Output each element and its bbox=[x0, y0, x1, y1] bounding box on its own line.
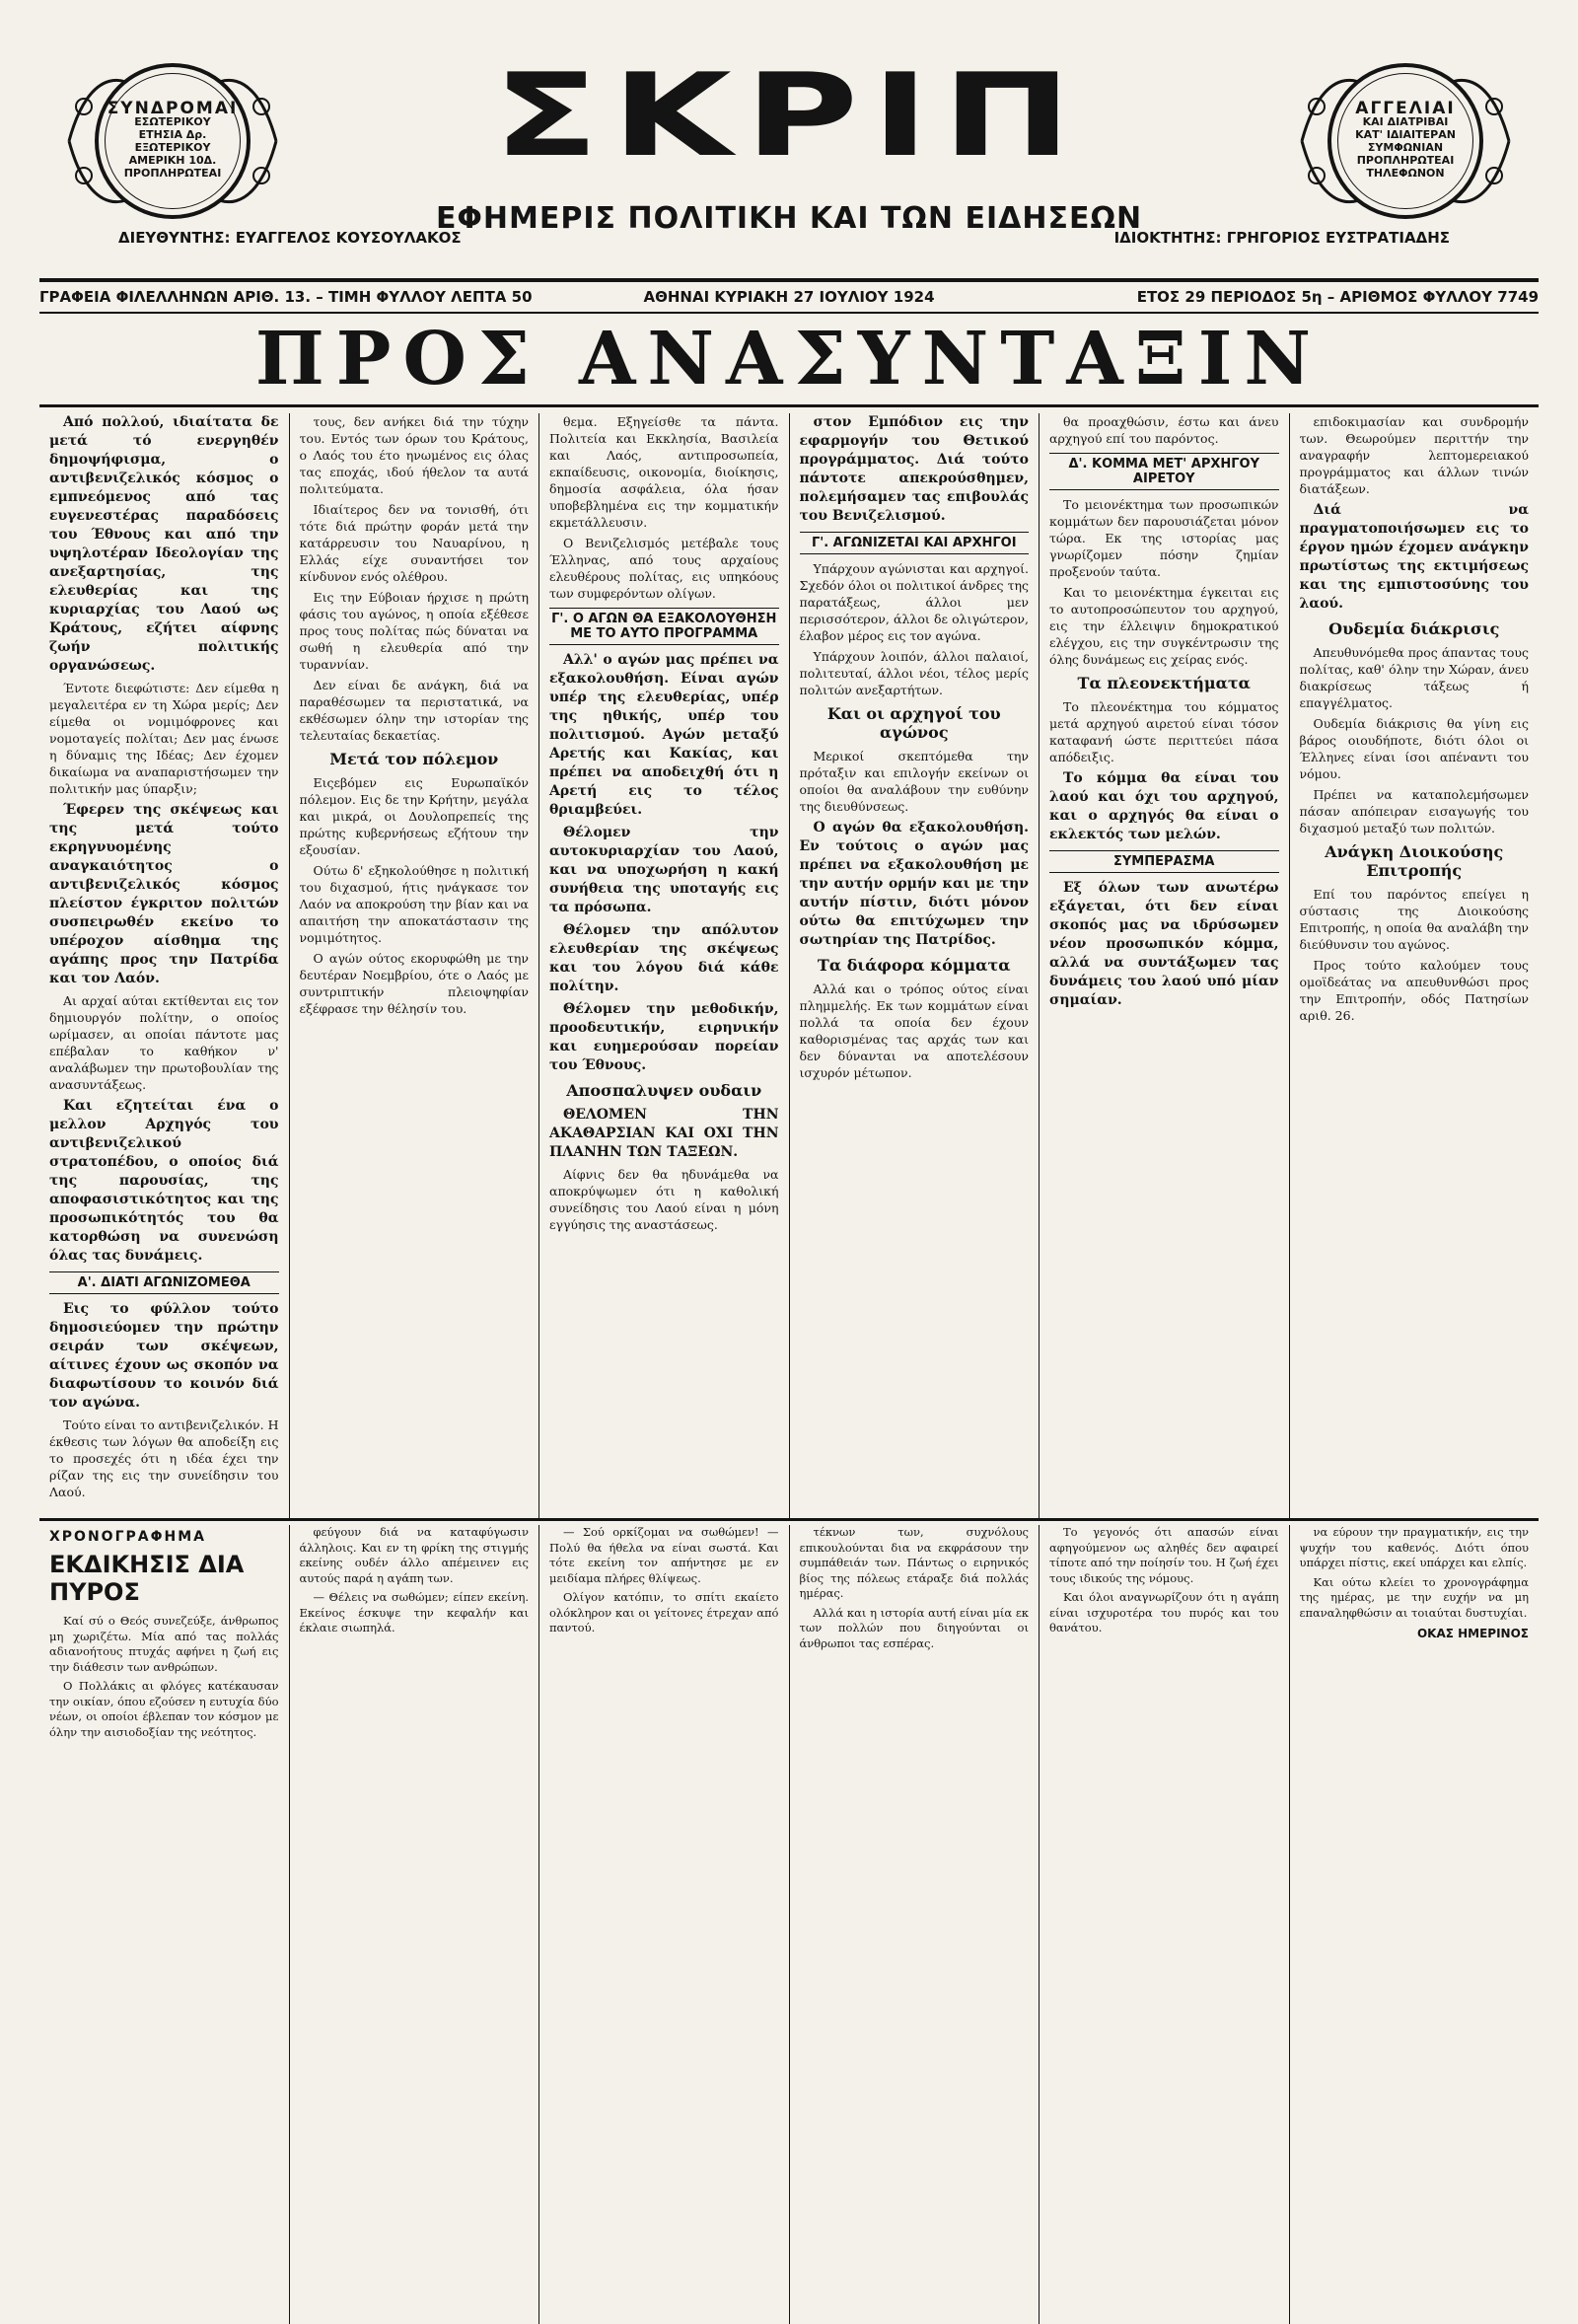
paragraph: Και ούτω κλείει το χρονογράφημα της ημέρας, με την ευχήν να μη επαναληφθώσιν αι τοιαύται δυστυχίαι. bbox=[1299, 1574, 1529, 1620]
seal-line: ΠΡΟΠΛΗΡΩΤΕΑΙ bbox=[1356, 154, 1455, 167]
subheading: Αποσπαλυψεν ουδαιν bbox=[566, 1081, 762, 1100]
paragraph: Και όλοι αναγνωρίζουν ότι η αγάπη είναι ισχυροτέρα του πυρός και του θανάτου. bbox=[1049, 1590, 1279, 1634]
paragraph: θα προαχθώσιν, έστω και άνευ αρχηγού επί του παρόντος. bbox=[1049, 414, 1279, 446]
info-bar bbox=[39, 278, 1539, 314]
author-signature: ΟΚΑΣ ΗΜΕΡΙΝΟΣ bbox=[1416, 1627, 1529, 1640]
section-heading: ΣΥΜΠΕΡΑΣΜΑ bbox=[1049, 850, 1279, 873]
paragraph: Θέλομεν την απόλυτον ελευθερίαν της σκέψεως και του λόγου διά κάθε πολίτην. bbox=[549, 922, 779, 994]
seal-line: ΚΑΤ' ΙΔΙΑΙΤΕΡΑΝ bbox=[1355, 128, 1456, 141]
seal-line: ΚΑΙ ΔΙΑΤΡΙΒΑΙ bbox=[1362, 115, 1449, 128]
paragraph: Ουδεμία διάκρισις θα γίνη εις βάρος οιουδήποτε, διότι όλοι οι Έλληνες είναι ίσοι απέναντι του νόμου. bbox=[1299, 716, 1529, 781]
subheading: Μετά τον πόλεμον bbox=[329, 750, 499, 768]
paragraph: Εξ όλων των ανωτέρω εξάγεται, ότι δεν είναι σκοπός μας να ιδρύσωμεν νέον προσωπικόν κόμμα, αλλά να συντάξωμεν τας δυνάμεις του λαού υπό μίαν σημαίαν. bbox=[1049, 880, 1279, 1008]
section-heading: Γ'. ΑΓΩΝΙΖΕΤΑΙ ΚΑΙ ΑΡΧΗΓΟΙ bbox=[800, 532, 1030, 554]
paragraph: Υπάρχουν αγώνισται και αρχηγοί. Σχεδόν όλοι οι πολιτικοί άνδρες της παρατάξεως, άλλοι μεν περισσότερον, άλλοι δε ολιγώτερον, έλαβον μέρος εις τον αγώνα. bbox=[799, 561, 1029, 643]
chronography-column-2 bbox=[290, 1525, 540, 2324]
owner-credit: ΙΔΙΟΚΤΗΤΗΣ: ΓΡΗΓΟΡΙΟΣ ΕΥΣΤΡΑΤΙΑΔΗΣ bbox=[1113, 229, 1450, 247]
paragraph: επιδοκιμασίαν και συνδρομήν των. Θεωρούμεν περιττήν την αναγραφήν λεπτομερειακού προγράμματος και άλλων τινών διατάξεων. bbox=[1299, 414, 1529, 496]
seal-line: ΠΡΟΠΛΗΡΩΤΕΑΙ bbox=[123, 167, 222, 180]
paragraph: Το κόμμα θα είναι του λαού και όχι του αρχηγού, και ο αρχηγός θα είναι ο εκλεκτός των μελών. bbox=[1049, 770, 1279, 842]
newspaper-logo: ΣΚΡΙΠ bbox=[493, 49, 1085, 182]
paragraph: Ο αγών θα εξακολουθήση. Εν τούτοις ο αγών μας πρέπει να εξακολουθήση με την αυτήν ορμήν και με την αυτήν πίστιν, διότι μόνον ούτω θα επιτύχωμεν την σωτηρίαν της Πατρίδος. bbox=[799, 820, 1029, 948]
paragraph: ΘΕΛΟΜΕΝ ΤΗΝ ΑΚΑΘΑΡΣΙΑΝ ΚΑΙ ΟΧΙ ΤΗΝ ΠΛΑΝΗΝ ΤΩΝ ΤΑΞΕΩΝ. bbox=[549, 1107, 779, 1160]
section-heading: Α'. ΔΙΑΤΙ ΑΓΩΝΙΖΟΜΕΘΑ bbox=[49, 1271, 279, 1294]
paragraph: Πρέπει να καταπολεμήσωμεν πάσαν απόπειραν εισαγωγής του διχασμού μεταξύ των πολιτών. bbox=[1299, 787, 1529, 835]
chronography-section bbox=[39, 1525, 1539, 2324]
right-seal bbox=[1327, 63, 1483, 219]
paragraph: Το πλεονέκτημα του κόμματος μετά αρχηγού αιρετού είναι τόσον καταφανή ώστε περιττεύει πάσα απόδειξις. bbox=[1049, 699, 1279, 764]
seal-line: ΑΜΕΡΙΚΗ 10Δ. bbox=[128, 154, 217, 167]
paragraph: Από πολλού, ιδιαίτατα δε μετά τό ενεργηθέν δημοψήφισμα, ο αντιβενιζελικός κόσμος ο εμπνεόμενος από τας ευγενεστέρας παραδόσεις του Έθνους και από την υψηλοτέραν Ιδεολογίαν της ανεξαρτησίας, της ελευθερίας και της κυριαρχίας του Λαού ως Κράτους, εζήτει αίφνης ζωήν πολιτικής οργανώσεως. bbox=[49, 414, 279, 674]
article-column-5 bbox=[1040, 413, 1290, 1518]
paragraph: Ο Πολλάκις αι φλόγες κατέκαυσαν την οικίαν, όπου εζούσεν η ευτυχία δύο νέων, οι οποίοι έβλεπαν τον κόσμον με όλην την αισιοδοξίαν της νεότητος. bbox=[49, 1679, 279, 1739]
issue-number: ΕΤΟΣ 29 ΠΕΡΙΟΔΟΣ 5η – ΑΡΙΘΜΟΣ ΦΥΛΛΟΥ 7749 bbox=[1136, 288, 1540, 306]
paragraph: τέκνων των, συχνόλους επικουλούνται δια να εκφράσουν την συμπάθειάν των. Πάντως ο ειρηνικός βίος της πόλεως ετάραξε διά πολλάς ημέρας. bbox=[799, 1525, 1029, 1600]
paragraph: Ολίγον κατόπιν, το σπίτι εκαίετο ολόκληρον και οι γείτονες έτρεχαν από παντού. bbox=[549, 1590, 779, 1634]
paragraph: στον Εμπόδιον εις την εφαρμογήν του Θετικού προγράμματος. Διά τούτο πάντοτε απεκρούσθημεν, πολεμήσαμεν τας επιβουλάς του Βενιζελισμού. bbox=[799, 414, 1029, 524]
chronography-column-5 bbox=[1040, 1525, 1290, 2324]
paragraph: Αι αρχαί αύται εκτίθενται εις τον δημιουργόν πολίτην, ο οποίος ωρίμασεν, αι οποίαι πάντοτε μας επέβαλαν το καθήκον ν' αναλάβωμεν την πρωτοβουλίαν της ανασυντάξεως. bbox=[49, 993, 279, 1092]
paragraph: Ο αγών ούτος εκορυφώθη με την δευτέραν Νοεμβρίου, ότε ο Λαός με συντριπτικήν πλειοψηφίαν εξέφρασε την θέλησίν του. bbox=[299, 951, 529, 1016]
seal-line: ΣΥΜΦΩΝΙΑΝ bbox=[1367, 141, 1444, 154]
article-column-1 bbox=[39, 413, 290, 1518]
article-column-3 bbox=[539, 413, 790, 1518]
office-price: ΓΡΑΦΕΙΑ ΦΙΛΕΛΛΗΝΩΝ ΑΡΙΘ. 13. – ΤΙΜΗ ΦΥΛΛΟΥ ΛΕΠΤΑ 50 bbox=[39, 288, 533, 306]
paragraph: Αίφνις δεν θα ηδυνάμεθα να αποκρύψωμεν ότι η καθολική συνείδησις του Λαού είναι η μόνη εγγύησις της αναστάσεως. bbox=[549, 1167, 779, 1232]
subheading: Ουδεμία διάκρισις bbox=[1328, 619, 1500, 638]
paragraph: Υπάρχουν λοιπόν, άλλοι παλαιοί, πολιτευταί, άλλοι νέοι, τέλος μερίς πολιτών ανεξαρτήτων. bbox=[799, 649, 1029, 697]
seal-line: ΕΣΩΤΕΡΙΚΟΥ bbox=[134, 115, 211, 128]
advertisements-seal bbox=[1292, 47, 1519, 235]
paragraph: Εις το φύλλον τούτο δημοσιεύομεν την πρώτην σειράν των σκέψεων, αίτινες έχουν ως σκοπόν να διαφωτίσουν το κοινόν διά τον αγώνα. bbox=[49, 1301, 279, 1411]
paragraph: Εις την Εύβοιαν ήρχισε η πρώτη φάσις του αγώνος, η οποία εξέθεσε προς τους πολίτας πώς δύναται να σωθή η ελευθερία από την τυραννίαν. bbox=[299, 590, 529, 672]
paragraph: θεμα. Εξηγείσθε τα πάντα. Πολιτεία και Εκκλησία, Βασιλεία και Λαός, αντιπροσωπεία, εκπαίδευσις, οικονομία, διοίκησις, δημοσία ασφάλεια, όλα ήσαν υποβεβλημένα εις την κομματικήν εκμετάλλευσιν. bbox=[549, 414, 779, 530]
paragraph: — Θέλεις να σωθώμεν; είπεν εκείνη. Εκείνος έσκυψε την κεφαλήν και έκλαιε σιωπηλά. bbox=[299, 1590, 529, 1634]
issue-date: ΑΘΗΝΑΙ ΚΥΡΙΑΚΗ 27 ΙΟΥΛΙΟΥ 1924 bbox=[643, 288, 935, 306]
article-columns bbox=[39, 413, 1539, 1521]
paragraph: Διά να πραγματοποιήσωμεν εις το έργον ημών έχομεν ανάγκην πρωτίστως της εκτιμήσεως και της εμπιστοσύνης του λαού. bbox=[1299, 502, 1529, 612]
paragraph: Το μειονέκτημα των προσωπικών κομμάτων δεν παρουσιάζεται μόνον τώρα. Εκ της ιστορίας μας γνωρίζομεν πόσην ζημίαν προξενούν ταύτα. bbox=[1049, 497, 1279, 579]
paragraph: Και το μειονέκτημα έγκειται εις το αυτοπροσώπευτον του αρχηγού, εις την έλλειψιν δημοκρατικού ελέγχου, εις την συγκέντρωσιν της όλης δυνάμεως εις χείρας ενός. bbox=[1049, 585, 1279, 667]
paragraph: Καί σύ ο Θεός συνεζεύξε, άνθρωπος μη χωριζέτω. Μία από τας πολλάς αδιανοήτους πτυχάς αφήνει η ζωή εις την διάθεσιν των ανθρώπων. bbox=[49, 1614, 279, 1674]
main-headline: ΠΡΟΣ ΑΝΑΣΥΝΤΑΞΙΝ bbox=[39, 314, 1539, 407]
paragraph: Ο Βενιζελισμός μετέβαλε τους Έλληνας, από τους αρχαίους ελευθέρους πολίτας, εις υπηκόους των συμφερόντων ολίγων. bbox=[549, 536, 779, 601]
paragraph: Επί του παρόντος επείγει η σύστασις της Διοικούσης Επιτροπής, η οποία θα αναλάβη την διεύθυνσιν του αγώνος. bbox=[1299, 887, 1529, 952]
paragraph: Τούτο είναι το αντιβενιζελικόν. Η έκθεσις των λόγων θα αποδείξη εις το προσεχές ότι η ιδέα έχει την ρίζαν της εις την συνείδησιν του Λαού. bbox=[49, 1417, 279, 1499]
chronography-column-6 bbox=[1290, 1525, 1540, 2324]
section-heading: Γ'. Ο ΑΓΩΝ ΘΑ ΕΞΑΚΟΛΟΥΘΗΣΗ ΜΕ ΤΟ ΑΥΤΟ ΠΡΟΓΡΑΜΜΑ bbox=[549, 608, 779, 645]
chronography-column-4 bbox=[790, 1525, 1040, 2324]
subheading: Τα πλεονεκτήματα bbox=[1077, 674, 1251, 692]
paragraph: Αλλά και ο τρόπος ούτος είναι πλημμελής. Εκ των κομμάτων είναι πολλά τα οποία δεν έχουν καθορισμένας τας αρχάς των και δεν δύνανται να αποτελέσουν ισχυρόν μέτωπον. bbox=[799, 981, 1029, 1080]
chronography-column-3 bbox=[539, 1525, 790, 2324]
seal-line: ΤΗΛΕΦΩΝΟΝ bbox=[1366, 167, 1445, 180]
paragraph: Έφερεν της σκέψεως και της μετά τούτο εκρηγνυομένης αναγκαιότητος ο αντιβενιζελικός κόσμος πλείστον έγκριτον πολιτών συσπειρωθέν εκείνο το υπέροχον αίσθημα της αγάπης προς την Πατρίδα και τον Λαόν. bbox=[49, 802, 279, 986]
paragraph: Και εζητείται ένα ο μελλον Αρχηγός του αντιβενιζελικού στρατοπέδου, ο οποίος διά της παρουσίας, της αποφασιστικότητος και της προσωπικότητός του θα κατορθώση να συνενώση όλας τας δυνάμεις. bbox=[49, 1098, 279, 1264]
paragraph: Αλλά και η ιστορία αυτή είναι μία εκ των πολλών που διηγούνται οι άνθρωποι τας εσπέρας. bbox=[799, 1605, 1029, 1650]
newspaper-subtitle: ΕΦΗΜΕΡΙΣ ΠΟΛΙΤΙΚΗ ΚΑΙ ΤΩΝ ΕΙΔΗΣΕΩΝ bbox=[435, 201, 1143, 236]
seal-title: ΣΥΝΔΡΟΜΑΙ bbox=[107, 99, 239, 118]
paragraph: Αλλ' ο αγών μας πρέπει να εξακολουθήση. Είναι αγών υπέρ της ελευθερίας, υπέρ της ηθικής, υπέρ του πολιτισμού. Αγών μεταξύ Αρετής και Κακίας, και πρέπει να αποδειχθή ότι η Αρετή εις το τέλος θριαμβεύει. bbox=[549, 652, 779, 818]
subheading: Τα διάφορα κόμματα bbox=[817, 956, 1011, 975]
paragraph: τους, δεν ανήκει διά την τύχην του. Εντός των όρων του Κράτους, ο Λαός του έτο ηνωμένος εις όλας τας εποχάς, ιδού ήθελον τα αυτά πολιτεύματα. bbox=[299, 414, 529, 496]
chronography-label: ΧΡΟΝΟΓΡΑΦΗΜΑ bbox=[49, 1529, 206, 1545]
paragraph: να εύρουν την πραγματικήν, εις την ψυχήν του καθενός. Διότι όπου υπάρχει πίστις, εκεί υπάρχει και ελπίς. bbox=[1299, 1525, 1529, 1569]
chronography-title: ΕΚΔΙΚΗΣΙΣ ΔΙΑ ΠΥΡΟΣ bbox=[49, 1551, 245, 1606]
subheading: Και οι αρχηγοί του αγώνος bbox=[826, 704, 1001, 742]
chronography-column-1 bbox=[39, 1525, 290, 2324]
paragraph: Έντοτε διεφώτιστε: Δεν είμεθα η μεγαλειτέρα εν τη Χώρα μερίς; Δεν είμεθα οι νομιμόφρονες και νομοταγείς πολίται; Δεν μας ένωσε η δύναμις της Ιδέας; Δεν έχομεν δικαίωμα να αναπαριστήσωμεν την πολιτικήν μας ύπαρξιν; bbox=[49, 681, 279, 796]
section-heading: Δ'. ΚΟΜΜΑ ΜΕΤ' ΑΡΧΗΓΟΥ ΑΙΡΕΤΟΥ bbox=[1049, 453, 1279, 490]
paragraph: Απευθυνόμεθα προς άπαντας τους πολίτας, καθ' όλην την Χώραν, άνευ διακρίσεως τάξεως ή επαγγέλματος. bbox=[1299, 645, 1529, 710]
masthead bbox=[39, 18, 1539, 264]
subheading: Ανάγκη Διοικούσης Επιτροπής bbox=[1325, 842, 1504, 880]
paragraph: Προς τούτο καλούμεν τους ομοϊδεάτας να απευθυνθώσι προς την Επιτροπήν, οδός Πατησίων αριθ. 26. bbox=[1299, 958, 1529, 1023]
paragraph: — Σού ορκίζομαι να σωθώμεν! — Πολύ θα ήθελα να είναι σωστά. Και τότε εκείνη τον απήντησε με εν μειδίαμα πλήρες θλίψεως. bbox=[549, 1525, 779, 1585]
paragraph: Δεν είναι δε ανάγκη, διά να παραθέσωμεν τα περιστατικά, να εκθέσωμεν όλην την ιστορίαν της τελευταίας δεκαετίας. bbox=[299, 678, 529, 743]
paragraph: Θέλομεν την μεθοδικήν, προοδευτικήν, ειρηνικήν και ευημερούσαν πορείαν του Έθνους. bbox=[549, 1001, 779, 1073]
paragraph: Το γεγονός ότι απασών είναι αφηγούμενον ως αληθές δεν αφαιρεί τίποτε από την ποίησίν του. Η ζωή έχει τους ιδικούς της νόμους. bbox=[1049, 1525, 1279, 1585]
seal-title: ΑΓΓΕΛΙΑΙ bbox=[1355, 99, 1456, 118]
seal-line: ΕΤΗΣΙΑ Δρ. bbox=[138, 128, 207, 141]
paragraph: Θέλομεν την αυτοκυριαρχίαν του Λαού, και να υποχωρήση η κακή συνήθεια της υποταγής εις τα πρόσωπα. bbox=[549, 825, 779, 915]
article-column-4 bbox=[790, 413, 1040, 1518]
article-column-2 bbox=[290, 413, 540, 1518]
paragraph: Ειςεβόμεν εις Ευρωπαϊκόν πόλεμον. Εις δε την Κρήτην, μεγάλα και μικρά, οι Δουλοπρεπείς της πρώτης κυβερνήσεως εζήτουν την εξουσίαν. bbox=[299, 775, 529, 857]
paragraph: φεύγουν διά να καταφύγωσιν άλληλοις. Και εν τη φρίκη της στιγμής εκείνης ουδέν άλλο απέμεινεν εις αυτούς παρά η αγάπη των. bbox=[299, 1525, 529, 1585]
seal-line: ΕΞΩΤΕΡΙΚΟΥ bbox=[134, 141, 211, 154]
article-column-6 bbox=[1290, 413, 1540, 1518]
director-credit: ΔΙΕΥΘΥΝΤΗΣ: ΕΥΑΓΓΕΛΟΣ ΚΟΥΣΟΥΛΑΚΟΣ bbox=[118, 229, 462, 247]
paragraph: Μερικοί σκεπτόμεθα την πρόταξιν και επιλογήν εκείνων οι οποίοι θα αναλάβουν την ευθύνην της διευθύνσεως. bbox=[799, 749, 1029, 814]
paragraph: Ούτω δ' εξηκολούθησε η πολιτική του διχασμού, ήτις ηνάγκασε τον Λαόν να αποκρούση την βίαν και να απαιτήση την αποκατάστασιν της νομιμότητος. bbox=[299, 863, 529, 945]
paragraph: Ιδιαίτερος δεν να τονισθή, ότι τότε διά πρώτην φοράν μετά την κατάρρευσιν του Ναυαρίνου, η Ελλάς είχε συναντήσει τον κίνδυνον ενός ολέθρου. bbox=[299, 502, 529, 584]
